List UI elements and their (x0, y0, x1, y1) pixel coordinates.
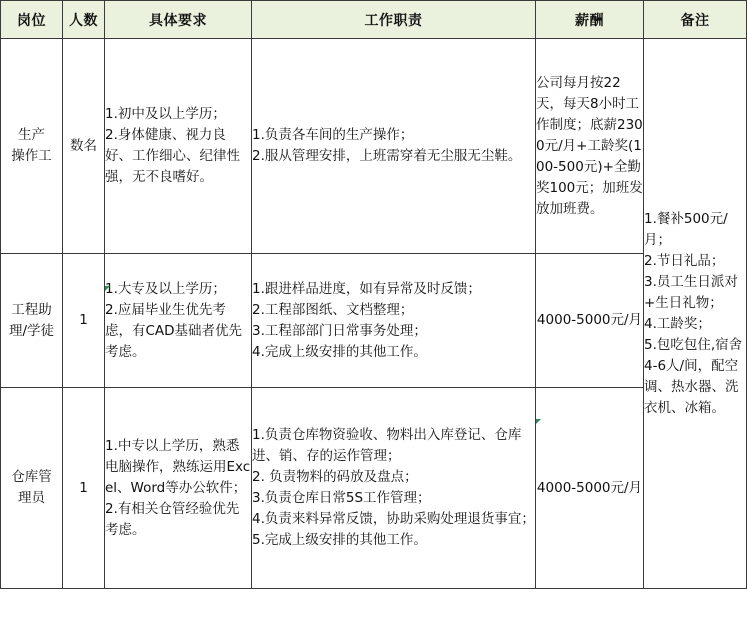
duty-item: 1.负责各车间的生产操作； (252, 127, 414, 143)
duty-item: 1.跟进样品进度，如有异常及时反馈； (252, 280, 481, 297)
position-cell (1, 254, 63, 388)
header-remarks: 备注 (644, 1, 747, 39)
salary-text: 4000-5000元/月 (536, 312, 643, 328)
count-cell: 1 (63, 388, 105, 589)
requirements-cell (105, 254, 252, 388)
duty-item: 3.工程部部门日常事务处理； (252, 322, 427, 339)
salary-cell (536, 388, 644, 589)
count-cell: 1 (63, 254, 105, 388)
header-salary: 薪酬 (536, 1, 644, 39)
cell-marker-icon (536, 419, 541, 424)
requirement-item: 1.大专及以上学历； (105, 280, 226, 297)
remark-item: 3.员工生日派对+生日礼物； (644, 273, 738, 311)
duty-item: 4.负责来料异常反馈，协助采购处理退货事宜； (252, 511, 535, 527)
requirements-cell (105, 39, 252, 254)
duty-item: 4.完成上级安排的其他工作。 (252, 343, 427, 360)
duties-cell (252, 254, 536, 388)
header-count: 人数 (63, 1, 105, 39)
remark-item: 2.节日礼品； (644, 252, 725, 269)
position-line: 工程助 (11, 301, 52, 318)
requirement-item: 2.有相关仓管经验优先考虑。 (105, 500, 240, 538)
count-cell: 数名 (63, 39, 105, 254)
remark-item: 4.工龄奖； (644, 315, 711, 332)
position-line: 理员 (18, 490, 45, 506)
position-line: 生产 (18, 127, 45, 143)
duty-item: 2.工程部图纸、文档整理； (252, 301, 414, 318)
remark-item: 5.包吃包住,宿舍4-6人/间，配空调、热水器、洗衣机、冰箱。 (644, 336, 743, 416)
table-row (1, 388, 747, 589)
duty-item: 2. 负责物料的码放及盘点； (252, 469, 418, 485)
duties-cell (252, 388, 536, 589)
position-line: 理/学徒 (8, 322, 55, 339)
salary-text: 公司每月按22天，每天8小时工作制度；底薪2300元/月+工龄奖(100-500元)+全勤奖100元；加班发放加班费。 (536, 74, 643, 217)
requirement-item: 1.初中及以上学历； (105, 106, 226, 122)
salary-cell (536, 254, 644, 388)
table-row (1, 254, 747, 388)
header-requirements: 具体要求 (105, 1, 252, 39)
table-row (1, 39, 747, 254)
requirements-cell (105, 388, 252, 589)
duties-cell (252, 39, 536, 254)
salary-cell (536, 39, 644, 254)
requirement-item: 2.应届毕业生优先考虑，有CAD基础者优先考虑。 (105, 301, 243, 360)
header-duties: 工作职责 (252, 1, 536, 39)
duty-item: 1.负责仓库物资验收、物料出入库登记、仓库进、销、存的运作管理； (252, 427, 522, 464)
duty-item: 2.服从管理安排，上班需穿着无尘服无尘鞋。 (252, 148, 522, 164)
remarks-cell (644, 39, 747, 589)
header-row (1, 1, 747, 39)
position-cell (1, 388, 63, 589)
requirement-item: 2.身体健康、视力良好、工作细心、纪律性强，无不良嗜好。 (105, 127, 240, 185)
salary-text: 4000-5000元/月 (536, 479, 643, 496)
remark-item: 1.餐补500元/月； (644, 210, 728, 248)
requirement-item: 1.中专以上学历，熟悉电脑操作，熟练运用Excel、Word等办公软件； (105, 437, 251, 496)
position-line: 仓库管 (11, 469, 52, 485)
position-line: 操作工 (11, 148, 52, 164)
cell-marker-icon (105, 286, 110, 291)
duty-item: 3.负责仓库日常5S工作管理； (252, 490, 431, 506)
position-cell (1, 39, 63, 254)
header-position: 岗位 (1, 1, 63, 39)
duty-item: 5.完成上级安排的其他工作。 (252, 532, 427, 548)
